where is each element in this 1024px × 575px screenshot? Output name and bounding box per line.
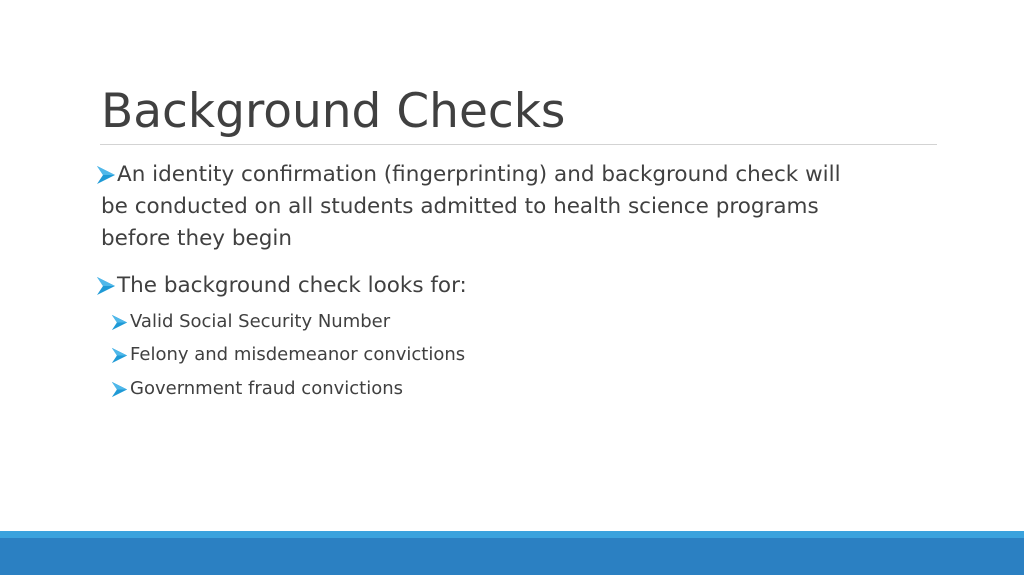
arrow-bullet-icon: [96, 163, 116, 183]
footer-accent-stripe: [0, 531, 1024, 538]
arrow-bullet-icon: [111, 342, 128, 359]
bullet-line: before they begin: [101, 226, 292, 251]
bullet-line: The background check looks for:: [101, 270, 961, 302]
sub-bullet-line: Valid Social Security Number: [130, 305, 990, 338]
sub-bullet-line: Felony and misdemeanor convictions: [130, 338, 990, 371]
bullet-line: be conducted on all students admitted to health science programs: [101, 194, 819, 219]
bullet-item: [101, 270, 961, 302]
arrow-bullet-icon: [96, 274, 116, 294]
arrow-bullet-icon: [111, 376, 128, 393]
sub-bullet-item: [130, 305, 990, 338]
sub-bullet-item: [130, 372, 990, 405]
bullet-line: An identity confirmation (fingerprinting) and background check will: [101, 159, 961, 191]
sub-bullet-line: Government fraud convictions: [130, 372, 990, 405]
footer-bar: [0, 538, 1024, 575]
bullet-item: [101, 159, 961, 255]
slide-title: Background Checks: [101, 84, 566, 139]
arrow-bullet-icon: [111, 309, 128, 326]
sub-bullet-item: [130, 338, 990, 371]
